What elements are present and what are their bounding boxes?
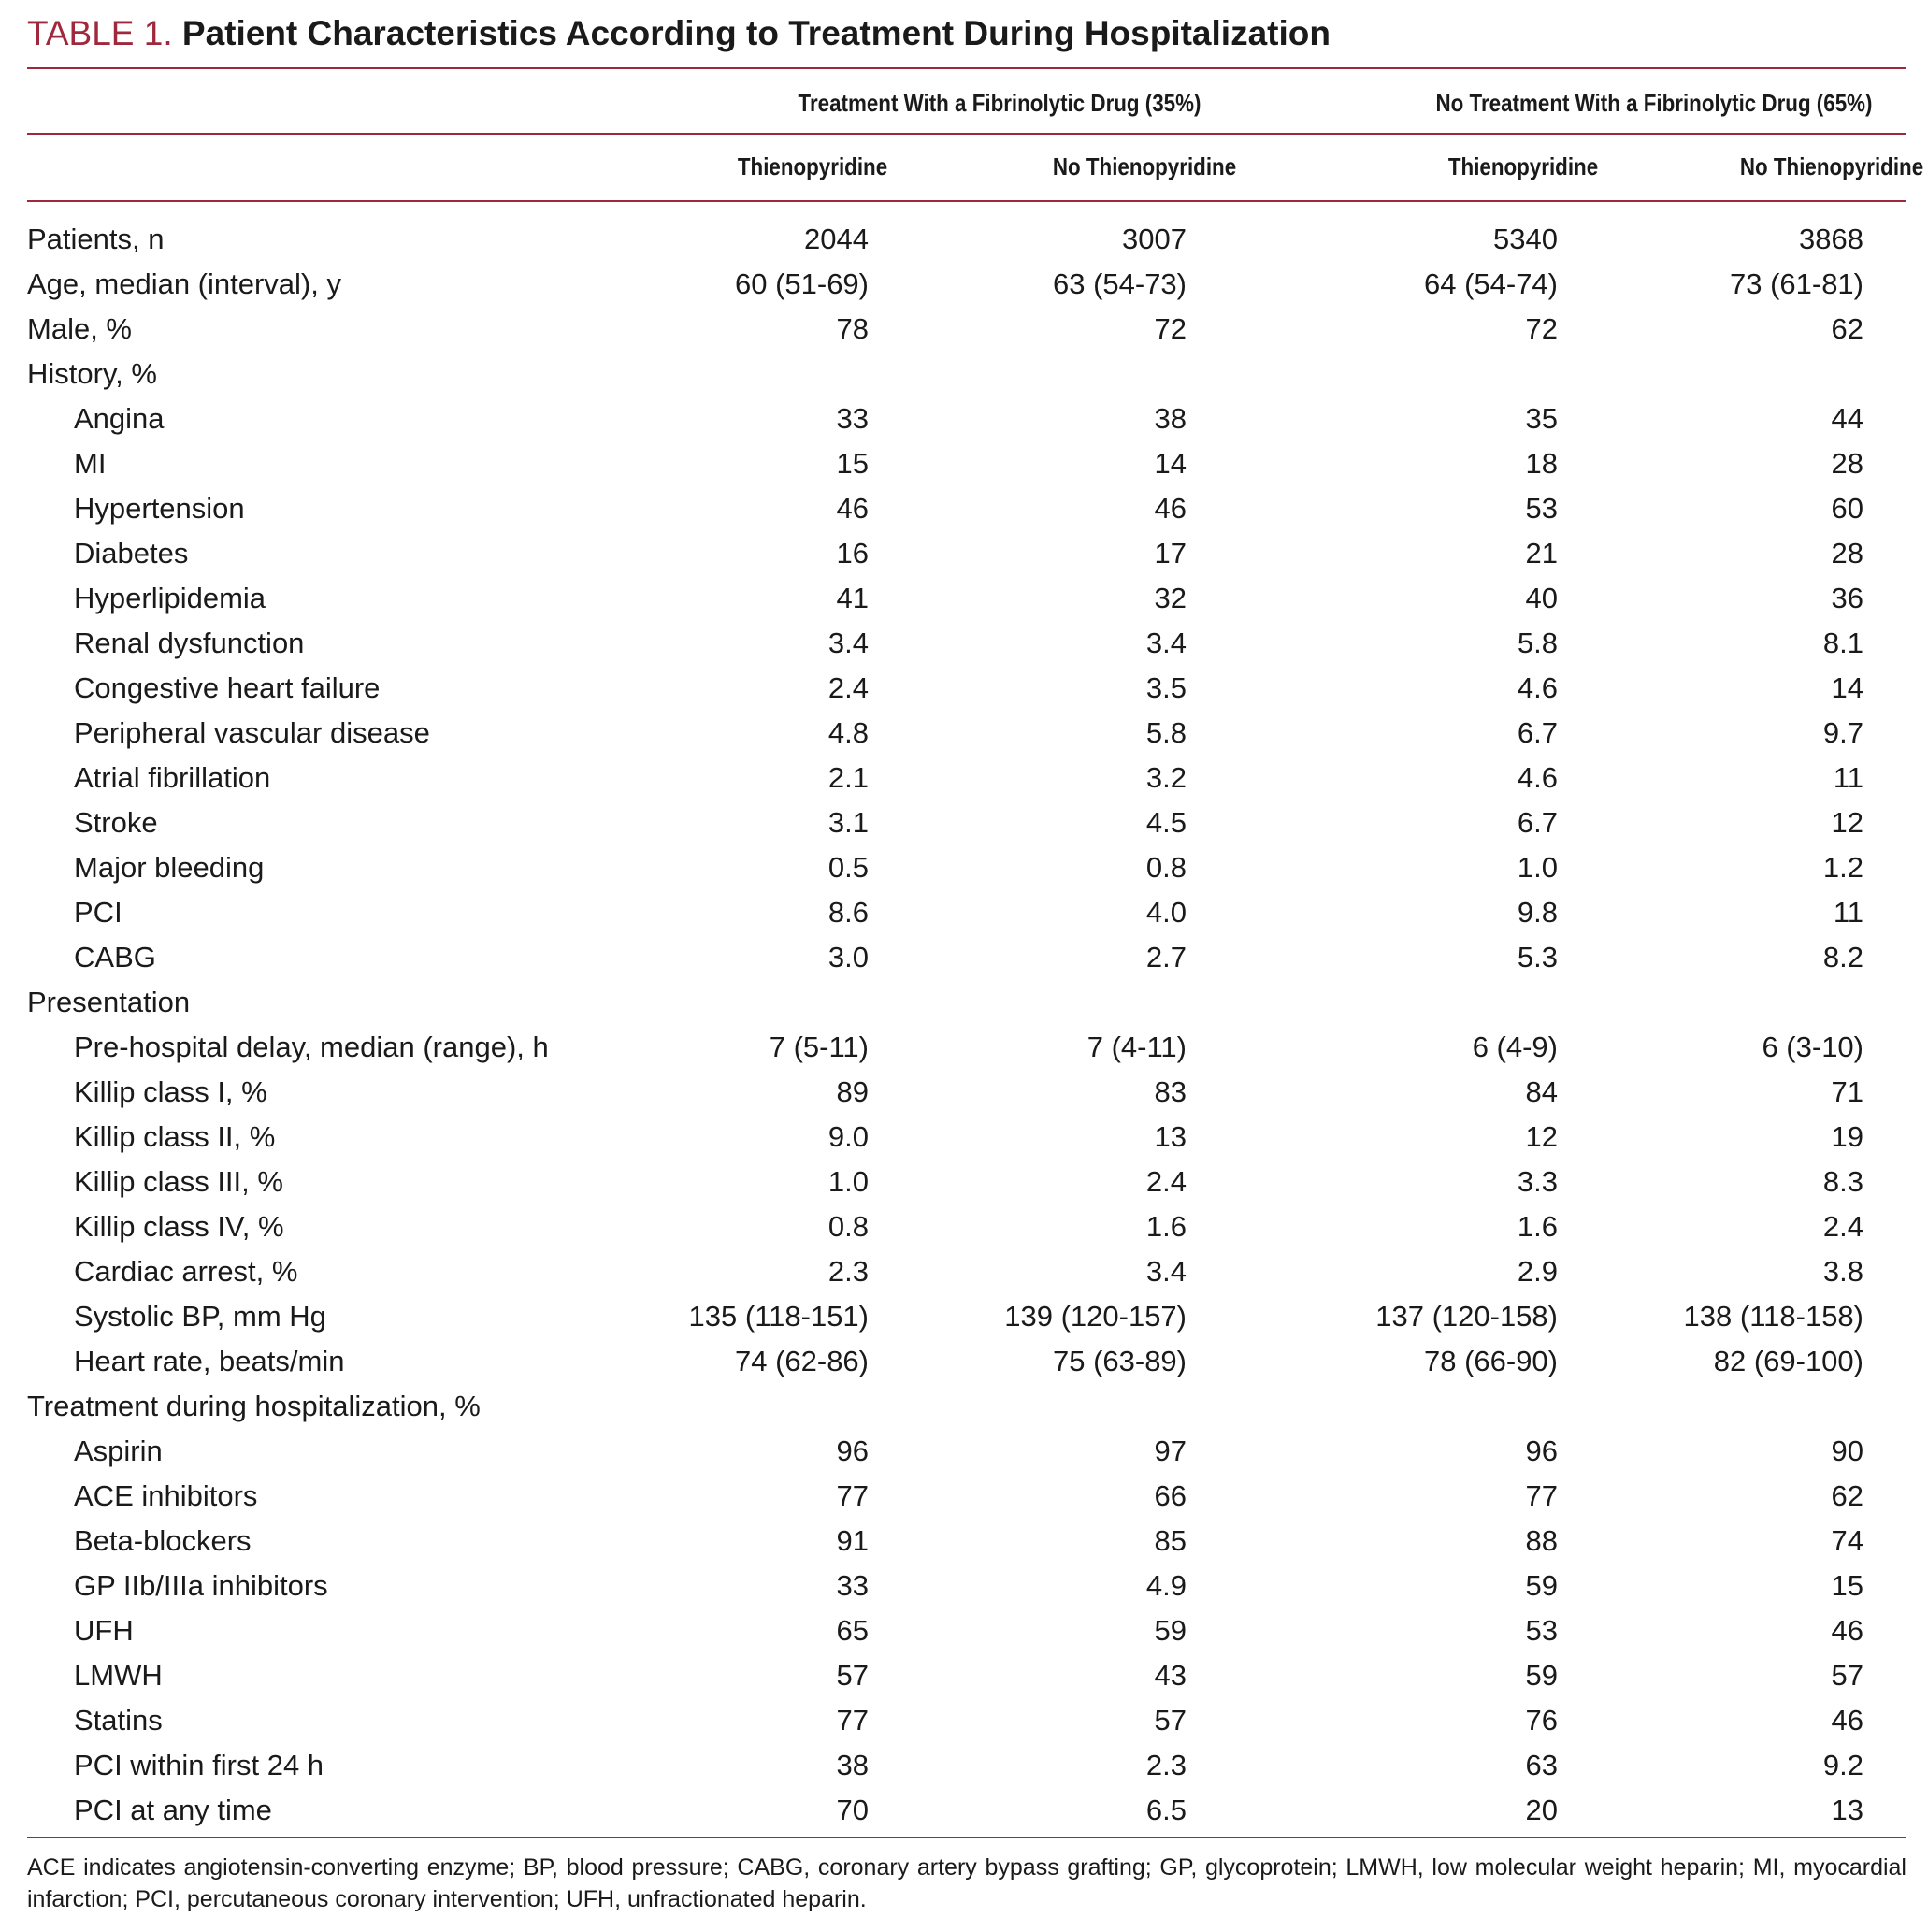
table-body — [27, 217, 1906, 1833]
cell-value: 71 — [1831, 1075, 1863, 1108]
cell-value: 9.7 — [1822, 716, 1863, 749]
table-row — [27, 1070, 1906, 1115]
cell-value: 14 — [1831, 671, 1863, 704]
table-row — [27, 1249, 1906, 1294]
row-label: Hypertension — [74, 492, 245, 525]
row-label: Stroke — [74, 806, 158, 839]
cell-value: 28 — [1831, 537, 1863, 570]
cell-value: 21 — [1525, 537, 1558, 570]
cell-value: 77 — [836, 1479, 869, 1512]
cell-value: 77 — [836, 1704, 869, 1737]
table-row — [27, 1474, 1906, 1519]
row-label: Killip class II, % — [74, 1120, 276, 1153]
cell-value: 46 — [836, 492, 869, 525]
cell-value: 6.7 — [1517, 716, 1558, 749]
table-row — [27, 711, 1906, 756]
cell-value: 60 — [1831, 492, 1863, 525]
row-label: ACE inhibitors — [74, 1479, 258, 1512]
row-label: UFH — [74, 1614, 134, 1647]
cell-value: 13 — [1154, 1120, 1187, 1153]
cell-value: 14 — [1154, 447, 1187, 480]
cell-value: 138 (118-158) — [1683, 1300, 1863, 1333]
cell-value: 15 — [1831, 1569, 1863, 1602]
row-label: PCI within first 24 h — [74, 1749, 324, 1781]
row-label: Killip class III, % — [74, 1165, 283, 1198]
cell-value: 96 — [836, 1435, 869, 1467]
cell-value: 66 — [1154, 1479, 1187, 1512]
cell-value: 2.3 — [1145, 1749, 1187, 1781]
row-label: Diabetes — [74, 537, 189, 570]
table-row — [27, 576, 1906, 621]
cell-value: 89 — [836, 1075, 869, 1108]
cell-value: 3007 — [1122, 223, 1187, 255]
table-row — [27, 1294, 1906, 1339]
row-label: CABG — [74, 941, 156, 973]
cell-value: 0.5 — [827, 851, 869, 884]
table-row — [27, 935, 1906, 980]
cell-value: 7 (4-11) — [1086, 1031, 1187, 1063]
table-row — [27, 1160, 1906, 1204]
cell-value: 3868 — [1799, 223, 1863, 255]
cell-value: 4.0 — [1145, 896, 1187, 929]
cell-value: 18 — [1525, 447, 1558, 480]
cell-value: 2.9 — [1517, 1255, 1558, 1288]
table-row — [27, 1564, 1906, 1608]
cell-value: 91 — [836, 1524, 869, 1557]
cell-value: 5.8 — [1517, 627, 1558, 659]
cell-value: 2.7 — [1145, 941, 1187, 973]
top-rule — [27, 67, 1906, 69]
table-row — [27, 621, 1906, 666]
table-row — [27, 1115, 1906, 1160]
cell-value: 32 — [1154, 582, 1187, 614]
cell-value: 4.8 — [827, 716, 869, 749]
cell-value: 33 — [836, 402, 869, 435]
cell-value: 83 — [1154, 1075, 1187, 1108]
cell-value: 8.1 — [1822, 627, 1863, 659]
cell-value: 4.6 — [1517, 761, 1558, 794]
cell-value: 139 (120-157) — [1004, 1300, 1187, 1333]
cell-value: 17 — [1154, 537, 1187, 570]
column-header-3: Thienopyridine — [1447, 152, 1599, 180]
cell-value: 78 — [836, 312, 869, 345]
cell-value: 0.8 — [1145, 851, 1187, 884]
cell-value: 75 (63-89) — [1052, 1345, 1187, 1377]
cell-value: 1.6 — [1517, 1210, 1558, 1243]
cell-value: 4.5 — [1145, 806, 1187, 839]
cell-value: 84 — [1525, 1075, 1558, 1108]
cell-value: 33 — [836, 1569, 869, 1602]
cell-value: 35 — [1525, 402, 1558, 435]
cell-value: 3.4 — [1145, 627, 1187, 659]
row-label: Statins — [74, 1704, 163, 1737]
table-row — [27, 396, 1906, 441]
bottom-rule — [27, 1837, 1906, 1838]
cell-value: 3.4 — [827, 627, 869, 659]
cell-value: 96 — [1525, 1435, 1558, 1467]
cell-value: 9.2 — [1822, 1749, 1863, 1781]
row-label: Beta-blockers — [74, 1524, 252, 1557]
column-header-2: No Thienopyridine — [1052, 152, 1237, 180]
cell-value: 135 (118-151) — [688, 1300, 869, 1333]
cell-value: 8.3 — [1822, 1165, 1863, 1198]
cell-value: 9.0 — [827, 1120, 869, 1153]
cell-value: 3.2 — [1145, 761, 1187, 794]
cell-value: 15 — [836, 447, 869, 480]
cell-value: 6 (3-10) — [1762, 1031, 1863, 1063]
cell-value: 13 — [1831, 1794, 1863, 1826]
cell-value: 2044 — [804, 223, 869, 255]
cell-value: 74 (62-86) — [734, 1345, 869, 1377]
cell-value: 1.2 — [1822, 851, 1863, 884]
cell-value: 82 (69-100) — [1713, 1345, 1863, 1377]
row-label: Congestive heart failure — [74, 671, 381, 704]
cell-value: 97 — [1154, 1435, 1187, 1467]
row-label: Major bleeding — [74, 851, 265, 884]
table-caption: Patient Characteristics According to Treatment During Hospitalization — [181, 14, 1331, 52]
cell-value: 12 — [1831, 806, 1863, 839]
column-header-4: No Thienopyridine — [1739, 152, 1924, 180]
cell-value: 88 — [1525, 1524, 1558, 1557]
row-label: GP IIb/IIIa inhibitors — [74, 1569, 328, 1602]
row-label: Presentation — [27, 986, 191, 1018]
cell-value: 8.2 — [1822, 941, 1863, 973]
cell-value: 53 — [1525, 1614, 1558, 1647]
row-label: Renal dysfunction — [74, 627, 305, 659]
table-row — [27, 486, 1906, 531]
table-row — [27, 1025, 1906, 1070]
group-header-fibrinolytic: Treatment With a Fibrinolytic Drug (35%) — [798, 89, 1201, 117]
cell-value: 11 — [1833, 761, 1863, 794]
header-rule — [27, 200, 1906, 202]
group-rule — [27, 133, 1906, 135]
cell-value: 46 — [1831, 1614, 1863, 1647]
table-row — [27, 980, 1906, 1025]
cell-value: 3.8 — [1822, 1255, 1863, 1288]
cell-value: 72 — [1154, 312, 1187, 345]
cell-value: 1.6 — [1145, 1210, 1187, 1243]
cell-value: 65 — [836, 1614, 869, 1647]
cell-value: 57 — [836, 1659, 869, 1692]
row-label: Atrial fibrillation — [74, 761, 271, 794]
row-label: Patients, n — [27, 223, 165, 255]
cell-value: 90 — [1831, 1435, 1863, 1467]
row-label: Hyperlipidemia — [74, 582, 266, 614]
cell-value: 59 — [1525, 1569, 1558, 1602]
table-row — [27, 352, 1906, 396]
table-row — [27, 756, 1906, 800]
cell-value: 74 — [1831, 1524, 1863, 1557]
table-row — [27, 1743, 1906, 1788]
cell-value: 19 — [1831, 1120, 1863, 1153]
cell-value: 44 — [1831, 402, 1863, 435]
table-row — [27, 217, 1906, 262]
cell-value: 137 (120-158) — [1375, 1300, 1558, 1333]
table-row — [27, 1698, 1906, 1743]
table-row — [27, 1339, 1906, 1384]
cell-value: 16 — [836, 537, 869, 570]
cell-value: 2.3 — [827, 1255, 869, 1288]
cell-value: 40 — [1525, 582, 1558, 614]
cell-value: 36 — [1831, 582, 1863, 614]
cell-value: 20 — [1525, 1794, 1558, 1826]
table-row — [27, 441, 1906, 486]
row-label: PCI — [74, 896, 122, 929]
cell-value: 2.4 — [827, 671, 869, 704]
row-label: Killip class I, % — [74, 1075, 267, 1108]
table-row — [27, 800, 1906, 845]
cell-value: 2.4 — [1822, 1210, 1863, 1243]
table-row — [27, 1608, 1906, 1653]
cell-value: 59 — [1525, 1659, 1558, 1692]
cell-value: 4.9 — [1145, 1569, 1187, 1602]
cell-value: 62 — [1831, 1479, 1863, 1512]
row-label: History, % — [27, 357, 157, 390]
cell-value: 7 (5-11) — [769, 1031, 869, 1063]
table-row — [27, 845, 1906, 890]
cell-value: 12 — [1525, 1120, 1558, 1153]
cell-value: 60 (51-69) — [734, 267, 869, 300]
cell-value: 6.7 — [1517, 806, 1558, 839]
cell-value: 38 — [836, 1749, 869, 1781]
cell-value: 64 (54-74) — [1423, 267, 1558, 300]
cell-value: 8.6 — [827, 896, 869, 929]
cell-value: 3.4 — [1145, 1255, 1187, 1288]
table-row — [27, 1429, 1906, 1474]
table-title — [27, 13, 1331, 54]
cell-value: 57 — [1831, 1659, 1863, 1692]
cell-value: 53 — [1525, 492, 1558, 525]
table-row — [27, 1519, 1906, 1564]
row-label: Aspirin — [74, 1435, 163, 1467]
cell-value: 78 (66-90) — [1423, 1345, 1558, 1377]
cell-value: 5340 — [1493, 223, 1558, 255]
cell-value: 1.0 — [1517, 851, 1558, 884]
cell-value: 59 — [1154, 1614, 1187, 1647]
cell-value: 5.3 — [1517, 941, 1558, 973]
cell-value: 41 — [836, 582, 869, 614]
cell-value: 43 — [1154, 1659, 1187, 1692]
cell-value: 73 (61-81) — [1729, 267, 1863, 300]
row-label: Treatment during hospitalization, % — [27, 1390, 481, 1422]
table-footnote: ACE indicates angiotensin-converting enzyme; BP, blood pressure; CABG, coronary artery bypass grafting; GP, glycoprotein; LMWH, low molecular weight heparin; MI, myocardial infarction; PCI, percutaneous coronary intervention; UFH, unfractionated heparin. — [27, 1854, 1906, 1912]
group-header-no-fibrinolytic: No Treatment With a Fibrinolytic Drug (65%) — [1435, 89, 1873, 117]
cell-value: 57 — [1154, 1704, 1187, 1737]
table-row — [27, 531, 1906, 576]
row-label: Heart rate, beats/min — [74, 1345, 345, 1377]
cell-value: 28 — [1831, 447, 1863, 480]
cell-value: 11 — [1833, 896, 1863, 929]
row-label: Cardiac arrest, % — [74, 1255, 298, 1288]
table-row — [27, 890, 1906, 935]
row-label: Systolic BP, mm Hg — [74, 1300, 326, 1333]
cell-value: 3.3 — [1517, 1165, 1558, 1198]
table-row — [27, 666, 1906, 711]
cell-value: 9.8 — [1517, 896, 1558, 929]
row-label: PCI at any time — [74, 1794, 272, 1826]
cell-value: 63 (54-73) — [1052, 267, 1187, 300]
cell-value: 4.6 — [1517, 671, 1558, 704]
cell-value: 38 — [1154, 402, 1187, 435]
cell-value: 3.0 — [827, 941, 869, 973]
table-row — [27, 1788, 1906, 1833]
cell-value: 62 — [1831, 312, 1863, 345]
row-label: MI — [74, 447, 107, 480]
row-label: Pre-hospital delay, median (range), h — [74, 1031, 549, 1063]
cell-value: 6.5 — [1145, 1794, 1187, 1826]
cell-value: 63 — [1525, 1749, 1558, 1781]
column-header-1: Thienopyridine — [737, 152, 888, 180]
table-number: TABLE 1. — [27, 14, 173, 52]
cell-value: 76 — [1525, 1704, 1558, 1737]
row-label: LMWH — [74, 1659, 163, 1692]
table-row — [27, 262, 1906, 307]
cell-value: 3.5 — [1145, 671, 1187, 704]
row-label: Peripheral vascular disease — [74, 716, 430, 749]
cell-value: 46 — [1154, 492, 1187, 525]
cell-value: 72 — [1525, 312, 1558, 345]
cell-value: 5.8 — [1145, 716, 1187, 749]
table-row — [27, 1384, 1906, 1429]
cell-value: 46 — [1831, 1704, 1863, 1737]
cell-value: 85 — [1154, 1524, 1187, 1557]
row-label: Male, % — [27, 312, 132, 345]
row-label: Angina — [74, 402, 165, 435]
row-label: Age, median (interval), y — [27, 267, 341, 300]
cell-value: 70 — [836, 1794, 869, 1826]
cell-value: 3.1 — [827, 806, 869, 839]
cell-value: 1.0 — [827, 1165, 869, 1198]
cell-value: 6 (4-9) — [1472, 1031, 1558, 1063]
cell-value: 2.4 — [1145, 1165, 1187, 1198]
cell-value: 0.8 — [827, 1210, 869, 1243]
cell-value: 77 — [1525, 1479, 1558, 1512]
row-label: Killip class IV, % — [74, 1210, 284, 1243]
cell-value: 2.1 — [827, 761, 869, 794]
table-page — [27, 0, 1924, 1932]
table-row — [27, 1653, 1906, 1698]
table-row — [27, 1204, 1906, 1249]
table-row — [27, 307, 1906, 352]
